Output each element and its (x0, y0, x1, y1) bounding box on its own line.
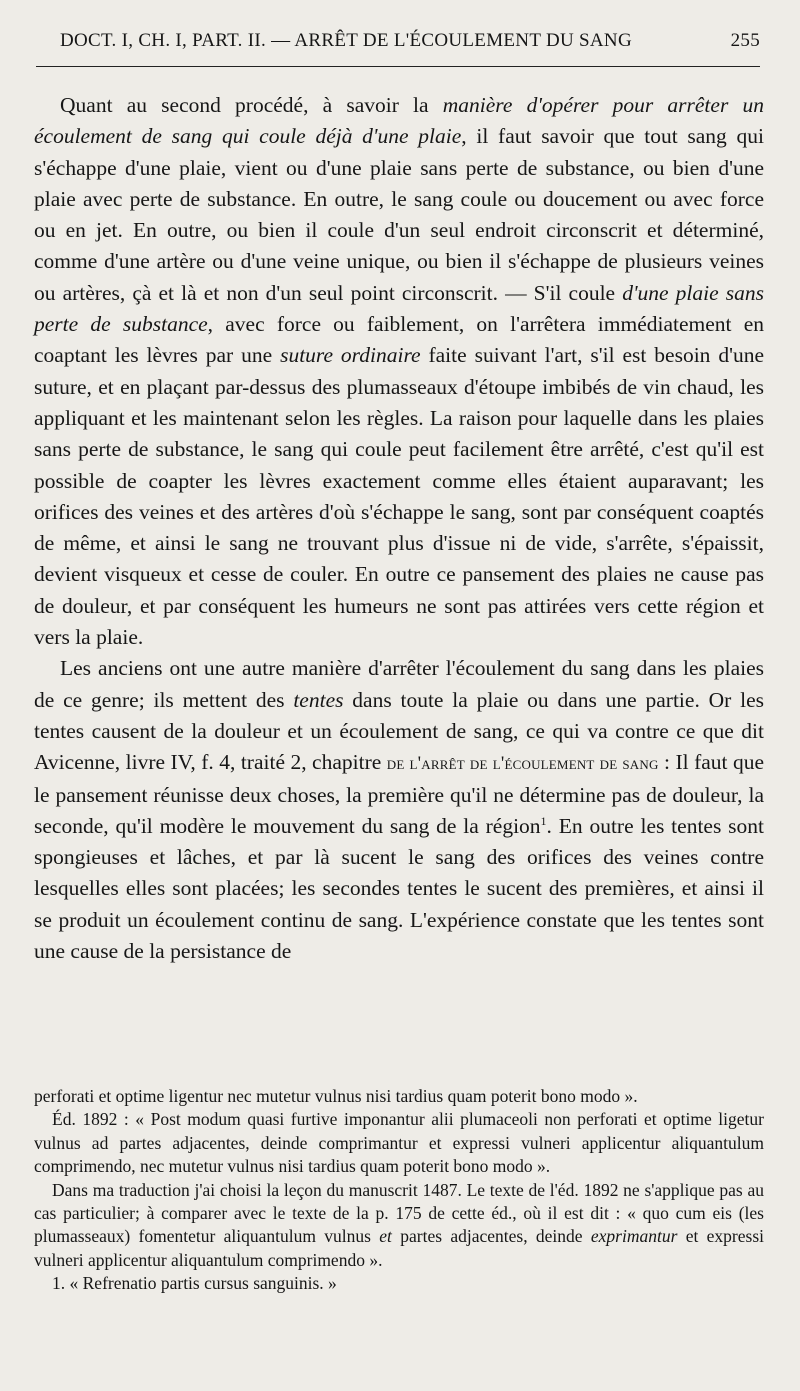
p1-text-1: Quant au second procédé, à savoir la (60, 93, 443, 117)
paragraph-2 (34, 653, 764, 967)
footnote-ref-1: 1 (540, 813, 547, 828)
note3-text-2: partes adjacentes, deinde (391, 1226, 591, 1247)
page-number: 255 (730, 30, 760, 51)
note3-italic-1: et (379, 1226, 392, 1247)
note-ed-1892: Éd. 1892 : « Post modum quasi furtive imponantur alii plumaceoli non perforati et optime ligetur vulnus ad partes adjacentes, deinde comprimantur et expressi vulneri applicentur aliquantulum comprimendo, nec mutetur vulnus nisi tardius quam poterit bono modo ». (34, 1109, 764, 1177)
note-continuation: perforati et optime ligentur nec mutetur vulnus nisi tardius quam poterit bono modo ». (34, 1086, 638, 1106)
footnote-1: 1. « Refrenatio partis cursus sanguinis. » (52, 1273, 337, 1294)
p2-text-1: Les anciens ont une autre manière d'arrêter l'écoulement du sang dans les plaies de ce genre; ils mettent des (34, 656, 764, 712)
running-head (60, 30, 760, 52)
running-title: DOCT. I, CH. I, PART. II. — ARRÊT DE L'ÉCOULEMENT DU SANG (60, 30, 632, 51)
p2-italic-1: tentes (293, 687, 344, 712)
header-rule (36, 66, 760, 67)
p1-text-3: , avec force ou faiblement, on l'arrêtera immédiatement en coaptant les lèvres par une (34, 312, 764, 368)
p2-text-3: : Il faut que le pansement réunisse deux choses, la première qu'il ne détermine pas de douleur, la seconde, qu'il modère le mouvement du sang de la région (34, 750, 765, 838)
p1-italic-1: manière d'opérer pour arrêter un écoulement de sang qui coule déjà d'une plaie (34, 93, 764, 149)
note3-italic-2: exprimantur (590, 1226, 678, 1247)
p1-italic-3: suture ordinaire (280, 343, 421, 368)
main-text (34, 90, 764, 967)
footnotes (34, 1085, 764, 1296)
paragraph-1 (34, 90, 764, 653)
p1-text-2: , il faut savoir que tout sang qui s'échappe d'une plaie, vient ou d'une plaie sans perte de substance, ou bien d'une plaie avec perte de substance. En outre, le sang coule ou doucement ou avec force ou en jet. En outre, ou bien il coule d'un seul endroit circonscrit et déterminé, comme d'une artère ou d'une veine unique, ou bien il s'échappe de plusieurs veines ou artères, çà et là et non d'un seul point circonscrit. — S'il coule (34, 124, 764, 305)
p1-text-4: faite suivant l'art, s'il est besoin d'une suture, et en plaçant par-dessus des plumasseaux d'étoupe imbibés de vin chaud, les appliquant et les maintenant selon les règles. La raison pour laquelle dans les plaies sans perte de substance, le sang qui coule peut facilement être arrêté, c'est qu'il est possible de coapter les lèvres exactement comme elles étaient auparavant; les orifices des veines et des artères d'où s'échappe le sang, sont par conséquent coaptés de même, et ainsi le sang ne trouvant plus d'issue ni de vide, s'arrête, s'épaissit, devient visqueux et cesse de couler. En outre ce pansement des plaies ne cause pas de douleur, et par conséquent les humeurs ne sont pas attirées vers cette région et vers la plaie. (34, 343, 764, 650)
p2-text-4: . En outre les tentes sont spongieuses et lâches, et par là sucent le sang des orifices des veines contre lesquelles elles sont placées; les secondes tentes le sucent des premières, et ainsi il se produit un écoulement continu de sang. L'expérience constate que les tentes sont une cause de la persistance de (34, 813, 764, 964)
note3-text-1: Dans ma traduction j'ai choisi la leçon du manuscrit 1487. Le texte de l'éd. 1892 ne s'applique pas au cas particulier; à comparer avec le texte de la p. 175 de cette éd., où il est dit : « quo cum eis (les plumasseaux) fomentetur aliquantulum vulnus (34, 1179, 764, 1247)
note-translation-choice (34, 1179, 764, 1273)
p1-italic-2: d'une plaie sans perte de substance (34, 280, 764, 337)
note3-text-3: et expressi vulneri applicentur aliquantulum comprimendo ». (34, 1226, 764, 1270)
p2-text-2: dans toute la plaie ou dans une partie. Or les tentes causent de la douleur et un écoulement de sang, ce qui va contre ce que dit Avicenne, livre IV, f. 4, traité 2, chapitre (34, 687, 764, 775)
p2-small-caps-title: de l'arrêt de l'écoulement de sang (386, 753, 659, 775)
